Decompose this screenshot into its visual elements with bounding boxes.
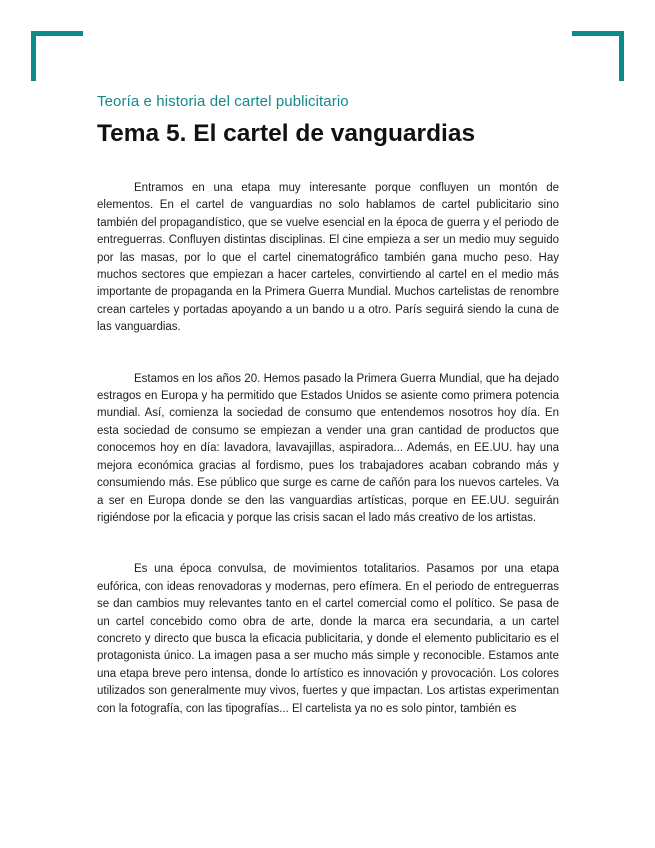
document-body	[97, 180, 559, 718]
paragraph-1: Entramos en una etapa muy interesante porque confluyen un montón de elementos. En el cartel de vanguardias no solo hablamos de cartel publicitario sino también del propagandístico, que se vuelve esencial en la época de guerra y el periodo de entreguerras. Confluyen distintas disciplinas. El cine empieza a ser un medio muy seguido por las masas, por lo que el cartel cinematográfico también gana mucho peso. Hay muchos sectores que empiezan a hacer carteles, convirtiendo al cartel en el medio más importante de propaganda en la Primera Guerra Mundial. Muchos cartelistas de renombre crean carteles y portadas apoyando a un bando u a otro. París seguirá siendo la cuna de las vanguardias.	[97, 182, 559, 334]
document-subtitle: Teoría e historia del cartel publicitario	[97, 93, 349, 110]
paragraph-3: Es una época convulsa, de movimientos totalitarios. Pasamos por una etapa eufórica, con ideas renovadoras y modernas, pero efímera. En el periodo de entreguerras se dan cambios muy relevantes tanto en el cartel comercial como el político. Se pasa de un cartel concebido como obra de arte, donde la marca era secundaria, a un cartel concreto y directo que busca la eficacia publicitaria, y donde el elemento publicitario es el protagonista único. La imagen pasa a ser mucho más simple y reconocible. Estamos ante una etapa breve pero intensa, donde lo artístico es innovación y provocación. Los colores utilizados son generalmente muy vivos, fuertes y que impactan. Los artistas experimentan con la fotografía, con las tipografías... El cartelista ya no es solo pintor, también es	[97, 563, 559, 715]
corner-mark-top-left	[31, 31, 83, 81]
page-title: Tema 5. El cartel de vanguardias	[97, 120, 476, 147]
corner-mark-top-right	[572, 31, 624, 81]
paragraph-2: Estamos en los años 20. Hemos pasado la Primera Guerra Mundial, que ha dejado estragos en Europa y ha permitido que Estados Unidos se asiente como primera potencia mundial. Así, comienza la sociedad de consumo que entendemos nosotros hoy día. En esta sociedad de consumo se empiezan a vender una gran cantidad de productos que conocemos hoy en día: lavadora, lavavajillas, aspiradora... Además, en EE.UU. hay una mejora económica gracias al fordismo, pues los trabajadores acaban cobrando más y consumiendo más. Ese público que surge es carne de cañón para los nuevos carteles. Va a ser en Europa donde se den las vanguardias artísticas, porque en EE.UU. seguirán rigiéndose por la eficacia y porque las crisis sacan el lado más creativo de los artistas.	[97, 372, 559, 524]
